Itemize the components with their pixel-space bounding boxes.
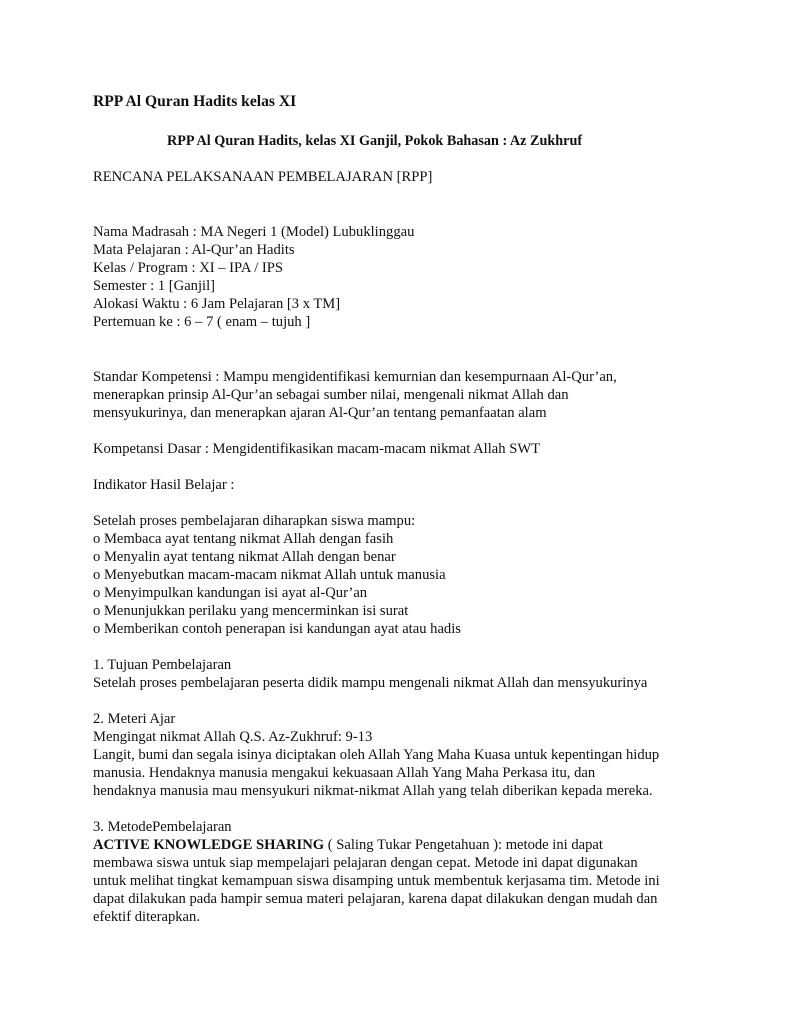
list-item: o Membaca ayat tentang nikmat Allah dengan fasih [93,531,394,547]
list-item: o Menyebutkan macam-macam nikmat Allah untuk manusia [93,567,446,583]
metode-first-line [93,836,713,854]
list-item: o Memberikan contoh penerapan isi kandungan ayat atau hadis [93,621,461,637]
metode-section [93,818,713,926]
metode-line: untuk melihat tingkat kemampuan siswa disamping untuk membentuk kerjasama tim. Metode ini [93,873,660,889]
metode-first-line-rest: ( Saling Tukar Pengetahuan ): metode ini dapat [324,837,603,853]
indikator-label: Indikator Hasil Belajar : [93,477,235,493]
materi-section [93,710,713,800]
rpp-heading: RENCANA PELAKSANAAN PEMBELAJARAN [RPP] [93,169,433,185]
list-item: o Menunjukkan perilaku yang mencerminkan isi surat [93,603,409,619]
materi-heading: 2. Meteri Ajar [93,711,176,727]
standar-kompetensi-line: Standar Kompetensi : Mampu mengidentifikasi kemurnian dan kesempurnaan Al-Qur’an, [93,369,617,385]
identity-semester: Semester : 1 [Ganjil] [93,278,215,294]
materi-line: manusia. Hendaknya manusia mengakui kekuasaan Allah Yang Maha Perkasa itu, dan [93,765,596,781]
document-body [93,92,713,926]
metode-line: dapat dilakukan pada hampir semua materi pelajaran, karena dapat dilakukan dengan mudah dan [93,891,658,907]
standar-kompetensi-line: menerapkan prinsip Al-Qur’an sebagai sumber nilai, mengenali nikmat Allah dan [93,387,569,403]
tujuan-heading: 1. Tujuan Pembelajaran [93,657,232,673]
indikator-intro: Setelah proses pembelajaran diharapkan siswa mampu: [93,513,416,529]
materi-line: Langit, bumi dan segala isinya diciptakan oleh Allah Yang Maha Kuasa untuk kepentingan hidup [93,747,660,763]
identity-block [93,223,713,331]
identity-kelas: Kelas / Program : XI – IPA / IPS [93,260,283,276]
document-subtitle: RPP Al Quran Hadits, kelas XI Ganjil, Pokok Bahasan : Az Zukhruf [167,133,583,149]
identity-mata-pelajaran: Mata Pelajaran : Al-Qur’an Hadits [93,242,295,258]
tujuan-text: Setelah proses pembelajaran peserta didik mampu mengenali nikmat Allah dan mensyukurinya [93,675,648,691]
metode-term: ACTIVE KNOWLEDGE SHARING [93,837,325,853]
materi-line: Mengingat nikmat Allah Q.S. Az-Zukhruf: 9-13 [93,729,373,745]
identity-pertemuan: Pertemuan ke : 6 – 7 ( enam – tujuh ] [93,314,311,330]
materi-line: hendaknya manusia mau mensyukuri nikmat-nikmat Allah yang telah diberikan kepada mereka. [93,783,653,799]
identity-madrasah: Nama Madrasah : MA Negeri 1 (Model) Lubuklinggau [93,224,415,240]
identity-alokasi-waktu: Alokasi Waktu : 6 Jam Pelajaran [3 x TM] [93,296,341,312]
indikator-list [93,512,713,638]
standar-kompetensi [93,368,713,422]
list-item: o Menyalin ayat tentang nikmat Allah dengan benar [93,549,396,565]
metode-line: efektif diterapkan. [93,909,200,925]
metode-heading: 3. MetodePembelajaran [93,819,232,835]
kompetensi-dasar: Kompetansi Dasar : Mengidentifikasikan macam-macam nikmat Allah SWT [93,441,541,457]
document-title: RPP Al Quran Hadits kelas XI [93,93,297,110]
list-item: o Menyimpulkan kandungan isi ayat al-Qur’an [93,585,368,601]
metode-line: membawa siswa untuk siap mempelajari pelajaran dengan cepat. Metode ini dapat digunakan [93,855,638,871]
standar-kompetensi-line: mensyukurinya, dan menerapkan ajaran Al-Qur’an tentang pemanfaatan alam [93,405,547,421]
tujuan-section [93,656,713,692]
